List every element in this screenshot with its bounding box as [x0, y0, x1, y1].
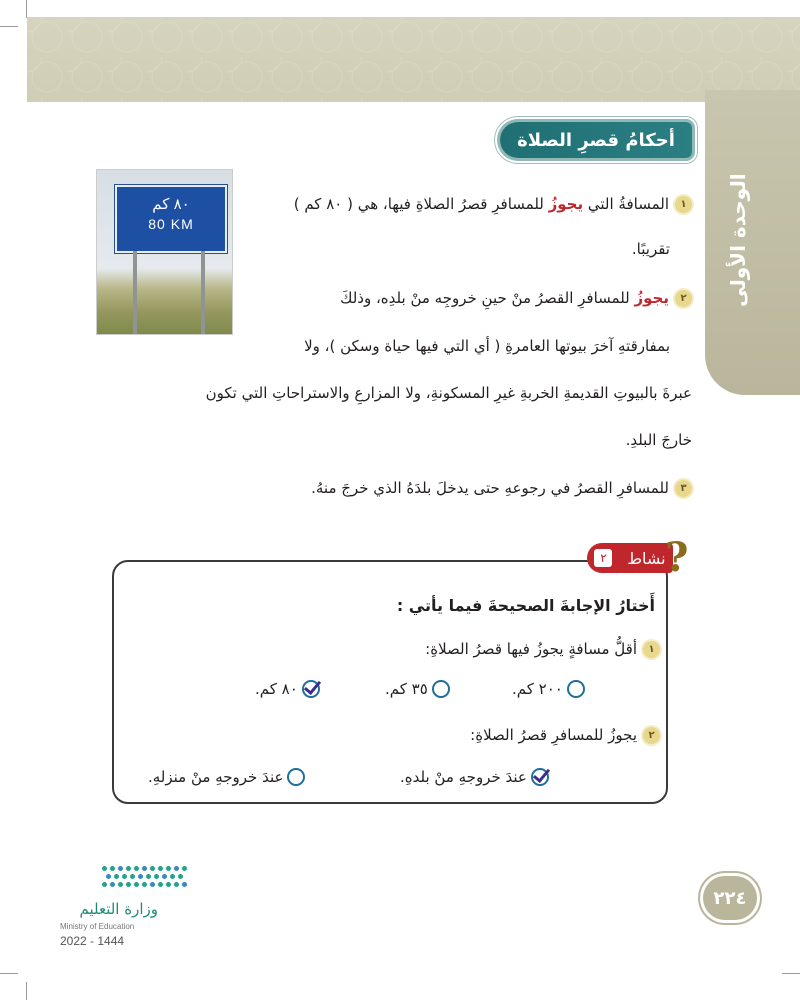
question-1: ١أقلُّ مسافةٍ يجوزُ فيها قصرُ الصلاةِ: [60, 641, 660, 658]
paragraph-1-line-1: ١المسافةُ التي يجوزُ للمسافرِ قصرُ الصلاةِ فيها، هي ( ٨٠ كم ) [92, 196, 692, 213]
question-mark-icon: ? [665, 534, 689, 581]
option-80km[interactable]: ٨٠ كم. [255, 680, 320, 698]
option-leave-town[interactable]: عندَ خروجهِ منْ بلدهِ. [400, 768, 549, 786]
bullet-1: ١ [675, 196, 692, 213]
checked-circle-icon[interactable] [531, 768, 549, 786]
ministry-logo [60, 862, 200, 952]
unit-label: الوحدة الأولى [726, 173, 750, 307]
bullet-2: ٢ [675, 290, 692, 307]
paragraph-2-line-2: بمفارقتهِ آخرَ بيوتها العامرةِ ( أي التي فيها حياة وسكن )، ولا [304, 337, 670, 355]
paragraph-2-line-1: ٢يجوزُ للمسافرِ القصرُ منْ حينِ خروجِه منْ بلدِه، وذلكَ [92, 290, 692, 307]
highlight-text: يجوزُ [548, 195, 584, 213]
activity-tag [583, 534, 693, 581]
activity-label: نشاط [627, 548, 666, 568]
question-1-bullet: ١ [643, 641, 660, 658]
page-number: ٢٢٤ [703, 876, 757, 920]
radio-circle-icon[interactable] [432, 680, 450, 698]
question-2: ٢يجوزُ للمسافرِ قصرُ الصلاةِ: [60, 727, 660, 744]
ministry-dots-icon [102, 862, 192, 892]
option-leave-home[interactable]: عندَ خروجهِ منْ منزلهِ. [148, 768, 305, 786]
checked-circle-icon[interactable] [302, 680, 320, 698]
sign-arabic: ٨٠ كم [152, 196, 190, 213]
ministry-english: Ministry of Education [60, 922, 135, 931]
section-title: أحكامُ قصرِ الصلاة [500, 122, 692, 158]
activity-number: ٢ [594, 549, 612, 567]
highlight-text: يجوزُ [634, 289, 669, 307]
radio-circle-icon[interactable] [567, 680, 585, 698]
paragraph-3: ٣للمسافرِ القصرُ في رجوعهِ حتى يدخلَ بلدَهُ الذي خرجَ منهُ. [92, 480, 692, 497]
radio-circle-icon[interactable] [287, 768, 305, 786]
sign-english: 80 KM [148, 216, 194, 232]
bullet-3: ٣ [675, 480, 692, 497]
ministry-arabic: وزارة التعليم [79, 900, 158, 918]
paragraph-2-line-4: خارجَ البلدِ. [625, 431, 692, 449]
option-200km[interactable]: ٢٠٠ كم. [512, 680, 585, 698]
activity-instruction: أَختارُ الإجابةَ الصحيحةَ فيما يأتي : [396, 596, 655, 615]
question-2-bullet: ٢ [643, 727, 660, 744]
header-band [27, 17, 800, 102]
paragraph-2-line-3: عبرةَ بالبيوتِ القديمةِ الخربةِ غيرِ المسكونةِ، ولا المزارعِ والاستراحاتِ التي تكون [205, 384, 692, 402]
ministry-year: 2022 - 1444 [60, 934, 125, 948]
paragraph-1-line-2: تقريبًا. [631, 240, 670, 258]
option-35km[interactable]: ٣٥ كم. [385, 680, 450, 698]
unit-tab [705, 90, 800, 395]
